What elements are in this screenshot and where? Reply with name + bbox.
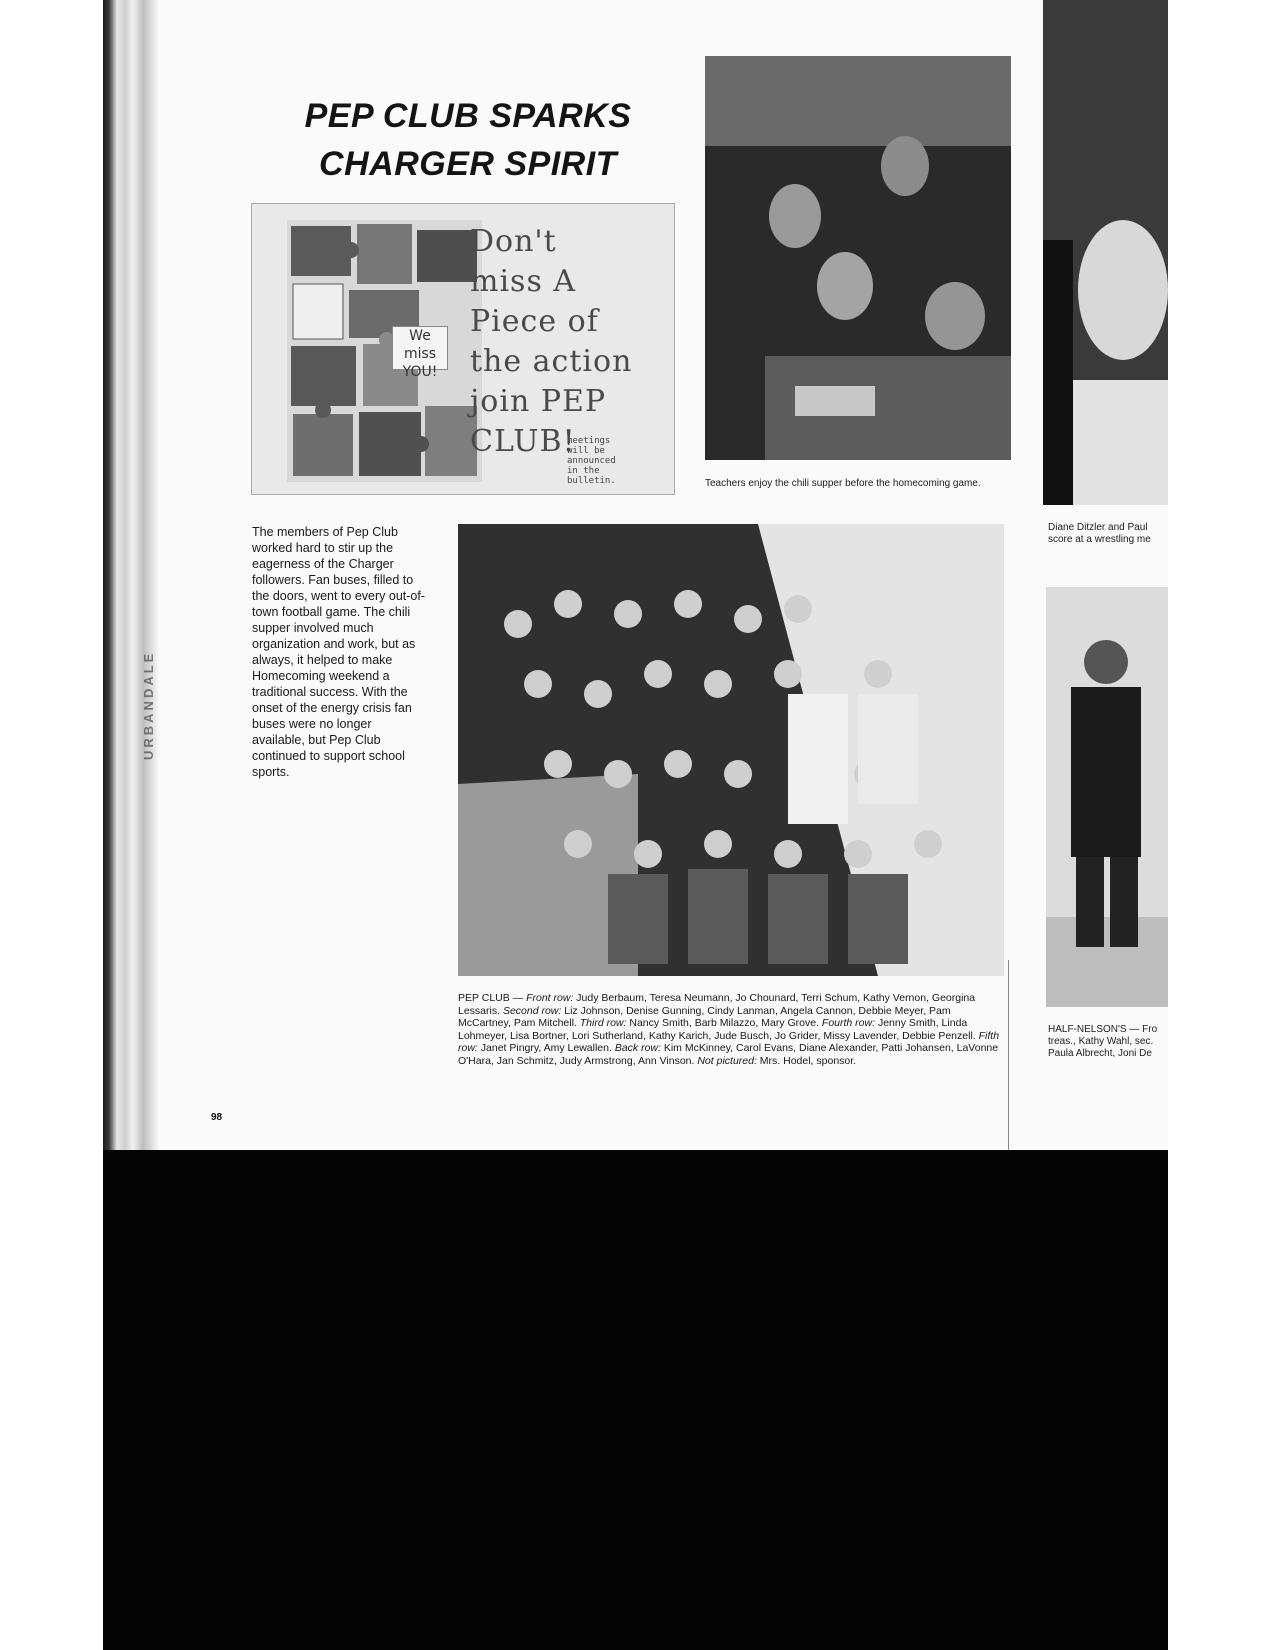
caption-fourth-label: Fourth row: (821, 1017, 876, 1029)
half-nelsons-caption-line-2: treas., Kathy Wahl, sec. (1048, 1036, 1154, 1047)
wrestling-caption (1048, 522, 1168, 546)
note-line-4: in the (567, 466, 600, 476)
teachers-photo-shapes (705, 56, 1011, 460)
caption-lead: PEP CLUB — (458, 992, 527, 1004)
title-line-1: PEP CLUB SPARKS (304, 97, 632, 135)
note-line-5: bulletin. (567, 476, 616, 486)
pep-club-group-photo (458, 524, 1004, 976)
body-paragraph: The members of Pep Club worked hard to stir up the eagerness of the Charger followers. Fan buses, filled to the doors, went to every out-of-town football game. The chili supper involved much organization and work, but as always, it helped to make Homecoming weekend a traditional success. With the onset of the energy crisis fan buses were no longer available, but Pep Club continued to support school sports. (252, 525, 426, 779)
caption-second-label: Second row: (502, 1004, 562, 1017)
caption-fifth-label: Fifth row: (458, 1029, 1000, 1054)
note-line-1: meetings (567, 436, 611, 446)
half-nelsons-caption-line-3: Paula Albrecht, Joni De (1048, 1048, 1152, 1059)
caption-notpictured-names: Mrs. Hodel, sponsor. (756, 1054, 857, 1067)
column-divider (1008, 960, 1009, 1150)
we-miss-you-sign (392, 326, 448, 380)
half-nelsons-photo-cropped (1046, 587, 1168, 1007)
scanned-yearbook-page (103, 0, 1168, 1650)
spine-text: URBANDALE (141, 650, 156, 760)
poster-meeting-note (567, 436, 637, 486)
title-line-2: CHARGER SPIRIT (319, 145, 617, 183)
page-title (278, 92, 658, 188)
poster-line-1: Don't (470, 224, 557, 259)
scan-background-bottom (103, 1150, 1168, 1650)
caption-fifth-names: Janet Pingry, Amy Lewallen. (477, 1042, 615, 1054)
poster-line-5: join PEP (470, 384, 607, 419)
half-nelsons-caption-line-1: HALF-NELSON'S — Fro (1048, 1024, 1158, 1035)
caption-front-names: Judy Berbaum, Teresa Neumann, Jo Chounard, Terri Schum, Kathy Vernon, Georgina Lessaris. (458, 992, 976, 1017)
note-line-2: will be (567, 446, 605, 456)
group-photo-caption (458, 992, 1004, 1067)
man-photo-shapes (1046, 587, 1168, 1007)
page-content (158, 0, 1168, 1150)
caption-fourth-names: Jenny Smith, Linda Lohmeyer, Lisa Bortner, Lori Sutherland, Kathy Karich, Jude Busch, Jo Grider, Missy Lavender, Debbie Penzell. (458, 1017, 979, 1042)
poster-slogan (470, 222, 670, 462)
group-photo-shapes (458, 524, 1004, 976)
wrestling-caption-line-1: Diane Ditzler and Paul (1048, 522, 1148, 533)
poster-line-6: CLUB! (470, 424, 576, 459)
caption-back-label: Back row: (614, 1042, 661, 1054)
caption-third-names: Nancy Smith, Barb Milazzo, Mary Grove. (626, 1017, 822, 1029)
note-line-3: announced (567, 456, 616, 466)
puzzle-pieces-illustration (287, 220, 482, 482)
half-nelsons-caption (1048, 1024, 1168, 1060)
wrestling-caption-line-2: score at a wrestling me (1048, 534, 1151, 545)
caption-notpictured-label: Not pictured: (697, 1054, 757, 1067)
puzzle-poster-photo (251, 203, 675, 495)
poster-line-4: the action (470, 344, 633, 379)
wrestling-meet-photo-cropped (1043, 0, 1168, 505)
page-number: 98 (211, 1112, 223, 1123)
teachers-caption: Teachers enjoy the chili supper before the homecoming game. (705, 478, 981, 489)
caption-back-names: Kim McKinney, Carol Evans, Diane Alexander, Patti Johansen, LaVonne O'Hara, Jan Schmitz, Judy Armstrong, Ann Vinson. (458, 1042, 999, 1067)
wrestling-photo-shapes (1043, 0, 1168, 505)
poster-line-3: Piece of (470, 304, 599, 339)
caption-front-label: Front row: (526, 992, 574, 1004)
teachers-chili-supper-photo (705, 56, 1011, 460)
caption-third-label: Third row: (579, 1017, 627, 1029)
poster-line-2: miss A (470, 264, 577, 299)
sign-line-1: We miss (403, 328, 437, 362)
sign-line-2: YOU! (402, 364, 438, 380)
book-spine (103, 0, 158, 1150)
caption-second-names: Liz Johnson, Denise Gunning, Cindy Lanman, Angela Cannon, Debbie Meyer, Pam McCartney, Pam Mitchell. (458, 1004, 951, 1029)
